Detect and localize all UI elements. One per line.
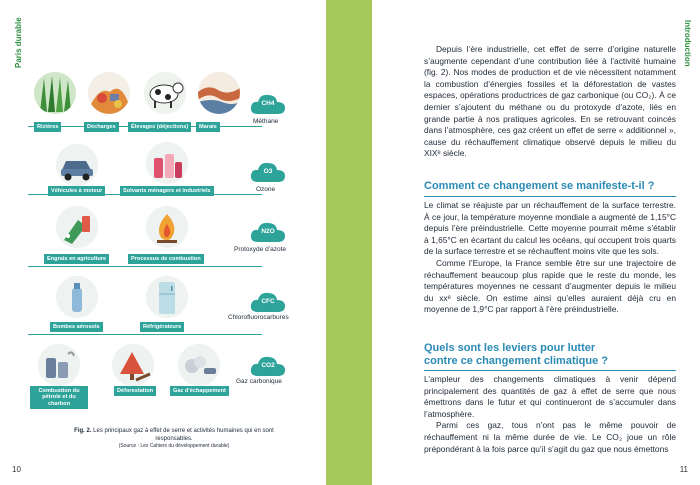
heading-manifestation: Comment ce changement se manifeste-t-il ?	[424, 180, 655, 192]
caption-label: Fig. 2.	[74, 428, 92, 434]
row-divider	[28, 266, 262, 267]
source-label-rice-fields: Rizières	[34, 122, 61, 132]
left-running-title: Paris durable	[14, 17, 23, 68]
right-page-number: 11	[679, 465, 688, 474]
para-industrial-era: Depuis l’ère industrielle, cet effet de serre d’origine naturelle s’augmente cependant d’une contribution liée à l’activité humaine (fig. 2). Nos modes de production et de vie nécessitent notamment la combustion d’énergies fossiles et la déforestation de vastes espaces, opérations productrices de gaz carbonique (ou CO₂). À ce dernier s’ajoutent du méthane ou du protoxyde d’azote, liés en grande partie à nos pratiques agricoles. En se retrouvant coincés dans l’atmosphère, ces gaz créent un effet de serre « additionnel », cause du réchauffement climatique observé depuis le milieu du XIXᵉ siècle.	[424, 44, 676, 159]
gas-formula-co2: CO2	[261, 362, 275, 369]
paragraph-intro	[424, 44, 676, 160]
gas-formula-nitrous-oxide: N2O	[261, 228, 275, 235]
source-label-landfills: Décharges	[84, 122, 119, 132]
gas-name-cfc: Chlorofluorocarbures	[228, 314, 289, 321]
fertilizer-illustration	[56, 206, 98, 248]
heading-levers	[424, 342, 676, 368]
heading-underline	[424, 196, 676, 197]
source-label-deforestation: Déforestation	[114, 386, 156, 396]
source-label-exhaust: Gaz d’échappement	[170, 386, 229, 396]
right-running-title: Introduction	[683, 20, 692, 67]
para-france: Comme l’Europe, la France semble être sur une trajectoire de réchauffement beaucoup plus rapide que le reste du monde, les températures moyennes ne cessant d’augmenter depuis le milieu du xxᵉ siècle. On estime ainsi qu’elles auraient déjà cru en moyenne de 1,9°C par rapport à l’ère préindustrielle.	[424, 257, 676, 315]
solvents-illustration	[146, 142, 188, 184]
source-label-aerosols: Bombes aérosols	[50, 322, 103, 332]
car-illustration	[56, 144, 98, 186]
oil-barrels-illustration	[38, 344, 80, 386]
caption-source: (Source : Les Cahiers du développement durable)	[118, 443, 230, 449]
rice-field-illustration	[34, 72, 76, 114]
heading-levers-line2: contre ce changement climatique ?	[424, 355, 608, 368]
caption-text: Les principaux gaz à effet de serre et activités humaines qui en sont responsables.	[93, 428, 274, 442]
source-label-solvents: Solvants ménagers et industriels	[120, 186, 214, 196]
left-page	[0, 0, 326, 485]
gas-formula-cfc: CFC	[261, 298, 275, 305]
refrigerator-illustration	[146, 276, 188, 318]
section-levers	[424, 374, 676, 455]
gas-name-methane: Méthane	[253, 118, 279, 125]
source-label-marshes: Marais	[196, 122, 220, 132]
page-gutter	[326, 0, 372, 485]
marsh-illustration	[198, 72, 240, 114]
gas-name-nitrous-oxide: Protoxyde d’azote	[234, 246, 287, 253]
gas-name-co2: Gaz carbonique	[236, 378, 282, 385]
para-warming: Le climat se réajuste par un réchauffement de la surface terrestre. À ce jour, la température moyenne mondiale a augmenté de 1,15°C depuis l’ère préindustrielle. Cette moyenne pourrait même s’établir à 1,65°C en écartant du calcul les océans, qui occupent trois quarts de la surface terrestre et se réchauffent moins vite que les sols.	[424, 200, 676, 257]
source-label-refrigerators: Réfrigérateurs	[140, 322, 184, 332]
heading-underline	[424, 370, 676, 371]
source-label-combustion: Processus de combustion	[128, 254, 204, 264]
source-label-oil-coal: Combustion du pétrole et du charbon	[30, 386, 88, 409]
heading-levers-line1: Quels sont les leviers pour lutter	[424, 342, 596, 354]
para-amplitude: L’ampleur des changements climatiques à venir dépend principalement des quantités de gaz à effet de serre que nous émettrons dans le futur et qui continueront de s’accumuler dans l’atmosphère.	[424, 374, 676, 419]
para-co2-role: Parmi ces gaz, tous n’ont pas le même pouvoir de réchauffement ni la même durée de vie. Le CO₂ joue un rôle prépondérant à la fois parce qu’il s’agit du gaz que nous émettons	[424, 420, 676, 454]
figure-caption	[68, 428, 280, 449]
aerosol-illustration	[56, 276, 98, 318]
source-label-vehicles: Véhicules à moteur	[48, 186, 105, 196]
combustion-illustration	[146, 206, 188, 248]
deforestation-illustration	[112, 344, 154, 386]
source-label-fertilizers: Engrais en agriculture	[44, 254, 109, 264]
gas-formula-ozone: O3	[263, 168, 273, 175]
gas-name-ozone: Ozone	[256, 186, 276, 193]
left-page-number: 10	[12, 465, 21, 474]
source-label-livestock: Élevages (déjections)	[128, 122, 191, 132]
row-divider	[28, 334, 262, 335]
section-manifestation	[424, 200, 676, 316]
landfill-illustration	[88, 72, 130, 114]
cow-illustration	[144, 72, 186, 114]
gas-formula-methane: CH4	[261, 100, 275, 107]
exhaust-illustration	[178, 344, 220, 386]
